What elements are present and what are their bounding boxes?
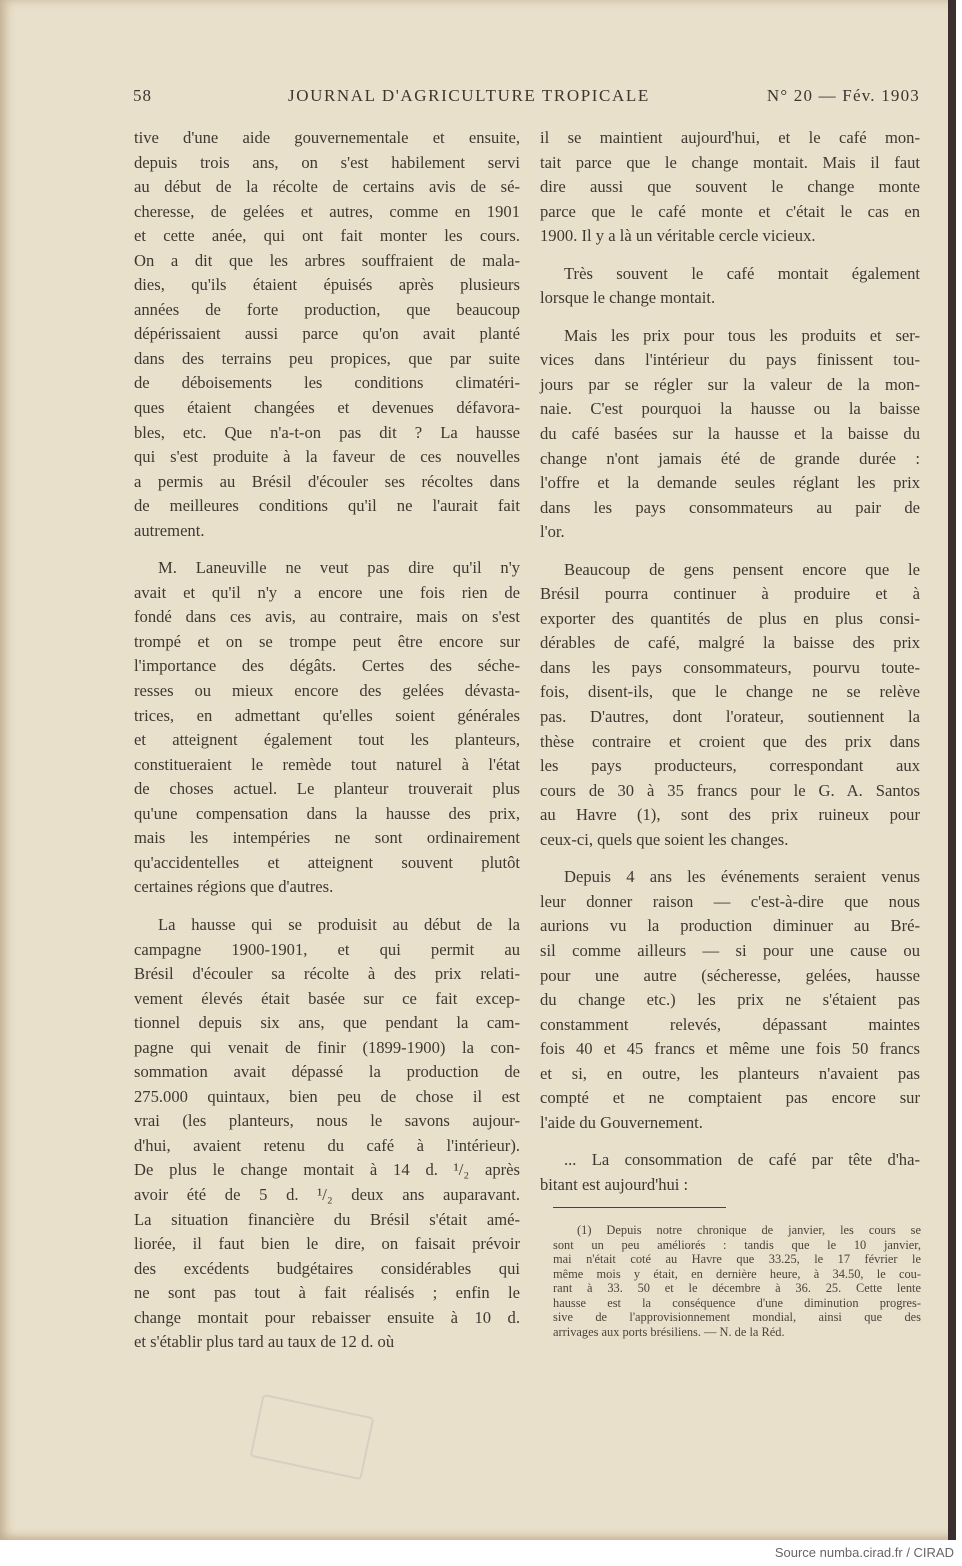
- text-line: On a dit que les arbres souffraient de mala-: [134, 250, 520, 270]
- text-line: avait et qu'il n'y a encore une fois rien de: [134, 582, 520, 602]
- text-line: l'offre et la demande seules réglant les prix: [540, 473, 920, 493]
- text-line: ne sont pas tout à fait réalisés ; enfin le: [134, 1283, 520, 1303]
- paragraph: [540, 865, 920, 1135]
- text-line: pas. D'autres, dont l'orateur, soutiennent la: [540, 707, 920, 727]
- text-line: trices, en admettant qu'elles soient générales: [134, 705, 520, 725]
- text-line: vices dans l'intérieur du pays finissent tou-: [540, 350, 920, 370]
- text-line: de déboisements les conditions climatéri-: [134, 373, 520, 393]
- text-line: de meilleures conditions qu'il ne l'aurait fait: [134, 496, 520, 516]
- paragraph: [134, 556, 520, 900]
- text-line: compté et ne comptaient pas encore sur: [540, 1088, 920, 1108]
- text-line: l'aide du Gouvernement.: [540, 1112, 703, 1132]
- text-line: thèse contraire et croient que des prix dans: [540, 731, 920, 751]
- library-stamp: [250, 1394, 375, 1480]
- text-line: et atteignent également tout les planteurs,: [134, 730, 520, 750]
- text-line: naie. C'est pourquoi la hausse ou la baisse: [540, 399, 920, 419]
- text-line: du change etc.) les prix ne s'étaient pas: [540, 990, 920, 1010]
- text-line: hausse est la conséquence d'une diminution progres-: [553, 1295, 921, 1310]
- text-line: dies, qu'ils étaient épuisés après plusieurs: [134, 275, 520, 295]
- text-line: liorée, il faut bien le dire, on faisait prévoir: [134, 1234, 520, 1254]
- running-header: [133, 86, 920, 110]
- text-line: La hausse qui se produisit au début de la: [158, 914, 520, 934]
- text-line: tive d'une aide gouvernementale et ensuite,: [134, 128, 520, 147]
- text-line: dérables de café, malgré la baisse des prix: [540, 633, 920, 653]
- text-line: constitueraient le remède tout naturel à l'état: [134, 754, 520, 774]
- paragraph: [540, 558, 920, 853]
- text-line: campagne 1900-1901, et qui permit au: [134, 939, 520, 959]
- text-line: mai n'était coté au Havre que 33.25, le 17 février le: [553, 1252, 921, 1266]
- text-line: 275.000 quintaux, bien peu de chose il est: [134, 1086, 520, 1106]
- issue-info: N° 20 — Fév. 1903: [766, 86, 920, 105]
- paragraph: [134, 913, 520, 1355]
- text-line: cheresse, de gelées et autres, comme en 1901: [134, 201, 520, 221]
- text-line: Beaucoup de gens pensent encore que le: [564, 559, 920, 579]
- footnote: [553, 1223, 921, 1352]
- left-column: [134, 126, 520, 1368]
- text-line: De plus le change montait à 14 d. ¹/₂ après: [134, 1160, 520, 1180]
- text-line: resses ou mieux encore des gelées dévasta-: [134, 681, 520, 701]
- text-line: bles, etc. Que n'a-t-on pas dit ? La hausse: [134, 422, 520, 442]
- text-line: pour une autre (sécheresse, gelées, hausse: [540, 965, 920, 985]
- text-line: de choses actuel. Le planteur trouverait plus: [134, 779, 520, 799]
- footnote-rule: [553, 1207, 726, 1208]
- paragraph: [553, 1223, 921, 1339]
- text-line: fois, disent-ils, que le change ne se relève: [540, 682, 920, 702]
- text-line: du café basées sur la hausse et la baisse du: [540, 424, 920, 444]
- text-line: bitant est aujourd'hui :: [540, 1174, 689, 1194]
- paragraph: [540, 1148, 920, 1197]
- text-line: des excédents budgétaires considérables qui: [134, 1258, 520, 1278]
- text-line: La situation financière du Brésil s'était amé-: [134, 1209, 520, 1229]
- text-line: et si, en outre, les planteurs n'avaient pas: [540, 1063, 920, 1083]
- text-line: vement élevés était basée sur ce fait excep-: [134, 988, 520, 1008]
- source-credit: Source numba.cirad.fr / CIRAD: [774, 1545, 954, 1560]
- text-line: change n'ont jamais été de grande durée :: [540, 448, 920, 468]
- text-line: et cette anée, qui ont fait monter les cours.: [134, 226, 520, 246]
- text-line: dans les pays consommateurs au pair de: [540, 497, 920, 517]
- journal-title: JOURNAL D'AGRICULTURE TROPICALE: [288, 86, 650, 105]
- paragraph: [540, 262, 920, 311]
- text-line: fois 40 et 45 francs et même une fois 50 francs: [540, 1039, 920, 1059]
- text-line: leur donner raison — c'est-à-dire que nous: [540, 891, 920, 911]
- text-line: dans des terrains peu propices, que par suite: [134, 348, 520, 368]
- text-line: l'or.: [540, 522, 565, 542]
- text-line: Mais les prix pour tous les produits et ser-: [564, 325, 920, 345]
- text-line: sont un peu améliorés : tandis que le 10 janvier,: [553, 1237, 921, 1252]
- right-column: [540, 126, 920, 1210]
- text-line: l'importance des dégâts. Certes des séche-: [134, 656, 520, 676]
- text-line: lorsque le change montait.: [540, 288, 716, 308]
- text-line: (1) Depuis notre chronique de janvier, les cours se: [577, 1223, 921, 1237]
- page-edge: [948, 0, 956, 1540]
- text-line: parce que le café monte et c'était le cas en: [540, 201, 920, 221]
- text-line: arrivages aux ports brésiliens. — N. de la Réd.: [553, 1324, 785, 1339]
- text-line: et s'établir plus tard au taux de 12 d. où: [134, 1332, 395, 1352]
- text-line: dire aussi que souvent le change monte: [540, 177, 920, 197]
- text-line: 1900. Il y a là un véritable cercle vicieux.: [540, 226, 816, 246]
- text-line: qui s'est produite à la faveur de ces nouvelles: [134, 447, 520, 467]
- text-line: d'hui, avaient retenu du café à l'intérieur).: [134, 1135, 520, 1155]
- text-line: sive de l'approvisionnement mondial, ainsi que des: [553, 1310, 921, 1324]
- text-line: sommation avait dépassé la production de: [134, 1062, 520, 1082]
- text-line: jours par se régler sur la valeur de la mon-: [540, 374, 920, 394]
- text-line: Depuis 4 ans les événements seraient venus: [564, 867, 920, 887]
- text-line: au Havre (1), sont des prix ruineux pour: [540, 805, 920, 825]
- text-line: tait parce que le change montait. Mais il faut: [540, 152, 920, 172]
- page-number: 58: [133, 86, 152, 105]
- text-line: Brésil pourra continuer à produire et à: [540, 584, 920, 604]
- text-line: même mois y était, en dernière heure, à 34.50, le cou-: [553, 1266, 921, 1281]
- text-line: tionnel depuis six ans, que pendant la cam-: [134, 1013, 520, 1033]
- text-line: au début de la récolte de certains avis de sé-: [134, 177, 520, 197]
- paragraph: [540, 126, 920, 249]
- text-line: ... La consommation de café par tête d'ha-: [564, 1150, 920, 1170]
- text-line: cours de 30 à 35 francs pour le G. A. Santos: [540, 780, 920, 800]
- text-line: depuis trois ans, on s'est habilement servi: [134, 152, 520, 172]
- text-line: avoir été de 5 d. ¹/₂ deux ans auparavant.: [134, 1184, 520, 1204]
- text-line: change montait pour rebaisser ensuite à 10 d.: [134, 1307, 520, 1327]
- text-line: trompé et on se trompe peut être encore sur: [134, 631, 520, 651]
- text-line: vrai (les planteurs, nous le savons aujour-: [134, 1111, 520, 1131]
- text-line: il se maintient aujourd'hui, et le café mon-: [540, 128, 920, 147]
- text-line: autrement.: [134, 520, 205, 540]
- text-line: ceux-ci, quels que soient les changes.: [540, 829, 789, 849]
- text-line: qu'une compensation dans la hausse des prix,: [134, 803, 520, 823]
- text-line: a permis au Brésil d'écouler ses récoltes dans: [134, 471, 520, 491]
- text-line: qu'accidentelles et atteignent souvent plutôt: [134, 852, 520, 872]
- text-line: sil comme ailleurs — si pour une cause ou: [540, 940, 920, 960]
- text-line: M. Laneuville ne veut pas dire qu'il n'y: [158, 558, 520, 578]
- paragraph: [540, 324, 920, 545]
- text-line: Brésil d'écouler sa récolte à des prix relati-: [134, 964, 520, 984]
- text-line: rant à 33. 50 et le décembre à 36. 25. Cette lente: [553, 1281, 921, 1295]
- paragraph: [134, 126, 520, 543]
- text-line: pagne qui venait de finir (1899-1900) la con-: [134, 1037, 520, 1057]
- text-line: aurions vu la production diminuer au Bré-: [540, 916, 920, 936]
- text-line: dépérissaient aussi parce qu'on avait planté: [134, 324, 520, 344]
- text-line: les pays producteurs, correspondant aux: [540, 756, 920, 776]
- text-line: constamment relevés, dépassant maintes: [540, 1014, 920, 1034]
- text-line: fondé dans ces avis, au contraire, mais on s'est: [134, 607, 520, 627]
- text-line: Très souvent le café montait également: [564, 263, 920, 283]
- text-line: années de forte production, que beaucoup: [134, 299, 520, 319]
- text-line: ques étaient changées et devenues défavora-: [134, 398, 520, 418]
- text-line: certaines régions que d'autres.: [134, 877, 334, 897]
- text-line: mais les intempéries ne sont ordinairement: [134, 828, 520, 848]
- text-line: exporter des quantités de plus en plus consi-: [540, 608, 920, 628]
- text-line: dans les pays consommateurs, pourvu toute-: [540, 657, 920, 677]
